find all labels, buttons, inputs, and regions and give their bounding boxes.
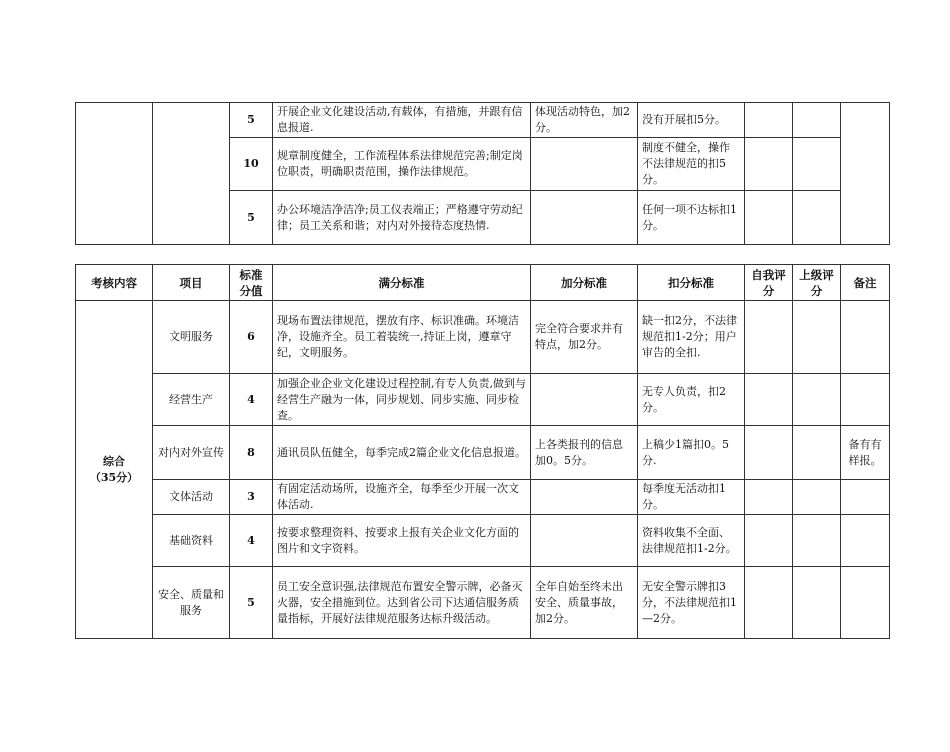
score-cell: 4 (230, 515, 273, 567)
header-bonus-standard: 加分标准 (531, 265, 638, 301)
deduct-standard-cell: 制度不健全，操作不法律规范的扣5分。 (638, 138, 745, 191)
bonus-standard-cell (531, 374, 638, 426)
superior-score-cell (793, 301, 841, 374)
score-cell: 5 (230, 103, 273, 138)
remark-cell (841, 480, 890, 515)
deduct-standard-cell: 无安全警示牌扣3分，不法律规范扣1—2分。 (638, 567, 745, 639)
self-score-cell (745, 191, 793, 245)
continuation-table (75, 102, 890, 245)
item-cell-continued (153, 103, 230, 245)
bonus-standard-cell: 体现活动特色，加2分。 (531, 103, 638, 138)
deduct-standard-cell: 上稿少1篇扣0。5分. (638, 426, 745, 480)
superior-score-cell (793, 103, 841, 138)
deduct-standard-cell: 任何一项不达标扣1分。 (638, 191, 745, 245)
item-cell: 基础资料 (153, 515, 230, 567)
remark-cell (841, 301, 890, 374)
deduct-standard-cell: 资料收集不全面、法律规范扣1-2分。 (638, 515, 745, 567)
category-cell-continued (76, 103, 153, 245)
full-standard-cell: 加强企业企业文化建设过程控制,有专人负责,做到与经营生产融为一体，同步规划、同步实施、同步检查。 (273, 374, 531, 426)
bonus-standard-cell (531, 480, 638, 515)
superior-score-cell (793, 191, 841, 245)
superior-score-cell (793, 374, 841, 426)
full-standard-cell: 员工安全意识强,法律规范布置安全警示牌，必备灭火器，安全措施到位。达到省公司下达通信服务质量指标，开展好法律规范服务达标升级活动。 (273, 567, 531, 639)
item-cell: 经营生产 (153, 374, 230, 426)
category-name: 综合 (103, 454, 125, 468)
header-row (76, 265, 890, 301)
deduct-standard-cell: 每季度无活动扣1分。 (638, 480, 745, 515)
table-row (76, 480, 890, 515)
bonus-standard-cell: 完全符合要求并有特点，加2分。 (531, 301, 638, 374)
remark-cell: 备有有样报。 (841, 426, 890, 480)
header-item: 项目 (153, 265, 230, 301)
table-row (76, 567, 890, 639)
self-score-cell (745, 374, 793, 426)
score-cell: 5 (230, 191, 273, 245)
remark-cell (841, 515, 890, 567)
remark-cell (841, 103, 890, 245)
deduct-standard-cell: 缺一扣2分，不法律规范扣1-2分；用户审告的全扣. (638, 301, 745, 374)
bonus-standard-cell: 上各类报刊的信息加0。5分。 (531, 426, 638, 480)
header-content: 考核内容 (76, 265, 153, 301)
self-score-cell (745, 515, 793, 567)
deduct-standard-cell: 没有开展扣5分。 (638, 103, 745, 138)
header-full-standard: 满分标准 (273, 265, 531, 301)
bonus-standard-cell (531, 138, 638, 191)
assessment-table (75, 264, 890, 639)
category-points: （35分） (89, 470, 139, 484)
item-cell: 文体活动 (153, 480, 230, 515)
score-cell: 5 (230, 567, 273, 639)
bonus-standard-cell: 全年自始至终未出安全、质量事故，加2分。 (531, 567, 638, 639)
full-standard-cell: 按要求整理资料、按要求上报有关企业文化方面的图片和文字资料。 (273, 515, 531, 567)
table-row (76, 426, 890, 480)
full-standard-cell: 现场布置法律规范，摆放有序、标识准确。环境洁净，设施齐全。员工着装统一,持证上岗，遵章守纪，文明服务。 (273, 301, 531, 374)
remark-cell (841, 374, 890, 426)
header-deduct-standard: 扣分标准 (638, 265, 745, 301)
self-score-cell (745, 301, 793, 374)
bonus-standard-cell (531, 515, 638, 567)
score-cell: 4 (230, 374, 273, 426)
self-score-cell (745, 426, 793, 480)
self-score-cell (745, 480, 793, 515)
superior-score-cell (793, 426, 841, 480)
header-remark: 备注 (841, 265, 890, 301)
score-cell: 6 (230, 301, 273, 374)
score-cell: 8 (230, 426, 273, 480)
full-standard-cell: 办公环境洁净洁净;员工仪表端正；严格遵守劳动纪律；员工关系和谐；对内对外接待态度热情. (273, 191, 531, 245)
superior-score-cell (793, 138, 841, 191)
item-cell: 对内对外宣传 (153, 426, 230, 480)
category-cell (76, 301, 153, 639)
superior-score-cell (793, 480, 841, 515)
bonus-standard-cell (531, 191, 638, 245)
deduct-standard-cell: 无专人负责，扣2分。 (638, 374, 745, 426)
score-cell: 10 (230, 138, 273, 191)
full-standard-cell: 有固定活动场所，设施齐全，每季至少开展一次文体活动. (273, 480, 531, 515)
full-standard-cell: 开展企业文化建设活动,有载体，有措施，并跟有信息报道. (273, 103, 531, 138)
score-cell: 3 (230, 480, 273, 515)
table-row (76, 103, 890, 138)
header-superior-score: 上级评分 (793, 265, 841, 301)
header-score: 标准分值 (230, 265, 273, 301)
full-standard-cell: 通讯员队伍健全，每季完成2篇企业文化信息报道。 (273, 426, 531, 480)
table-row (76, 374, 890, 426)
self-score-cell (745, 138, 793, 191)
remark-cell (841, 567, 890, 639)
superior-score-cell (793, 567, 841, 639)
item-cell: 安全、质量和服务 (153, 567, 230, 639)
item-cell: 文明服务 (153, 301, 230, 374)
self-score-cell (745, 567, 793, 639)
table-row (76, 515, 890, 567)
table-row (76, 301, 890, 374)
full-standard-cell: 规章制度健全，工作流程体系法律规范完善;制定岗位职责，明确职责范围，操作法律规范。 (273, 138, 531, 191)
self-score-cell (745, 103, 793, 138)
header-self-score: 自我评分 (745, 265, 793, 301)
superior-score-cell (793, 515, 841, 567)
